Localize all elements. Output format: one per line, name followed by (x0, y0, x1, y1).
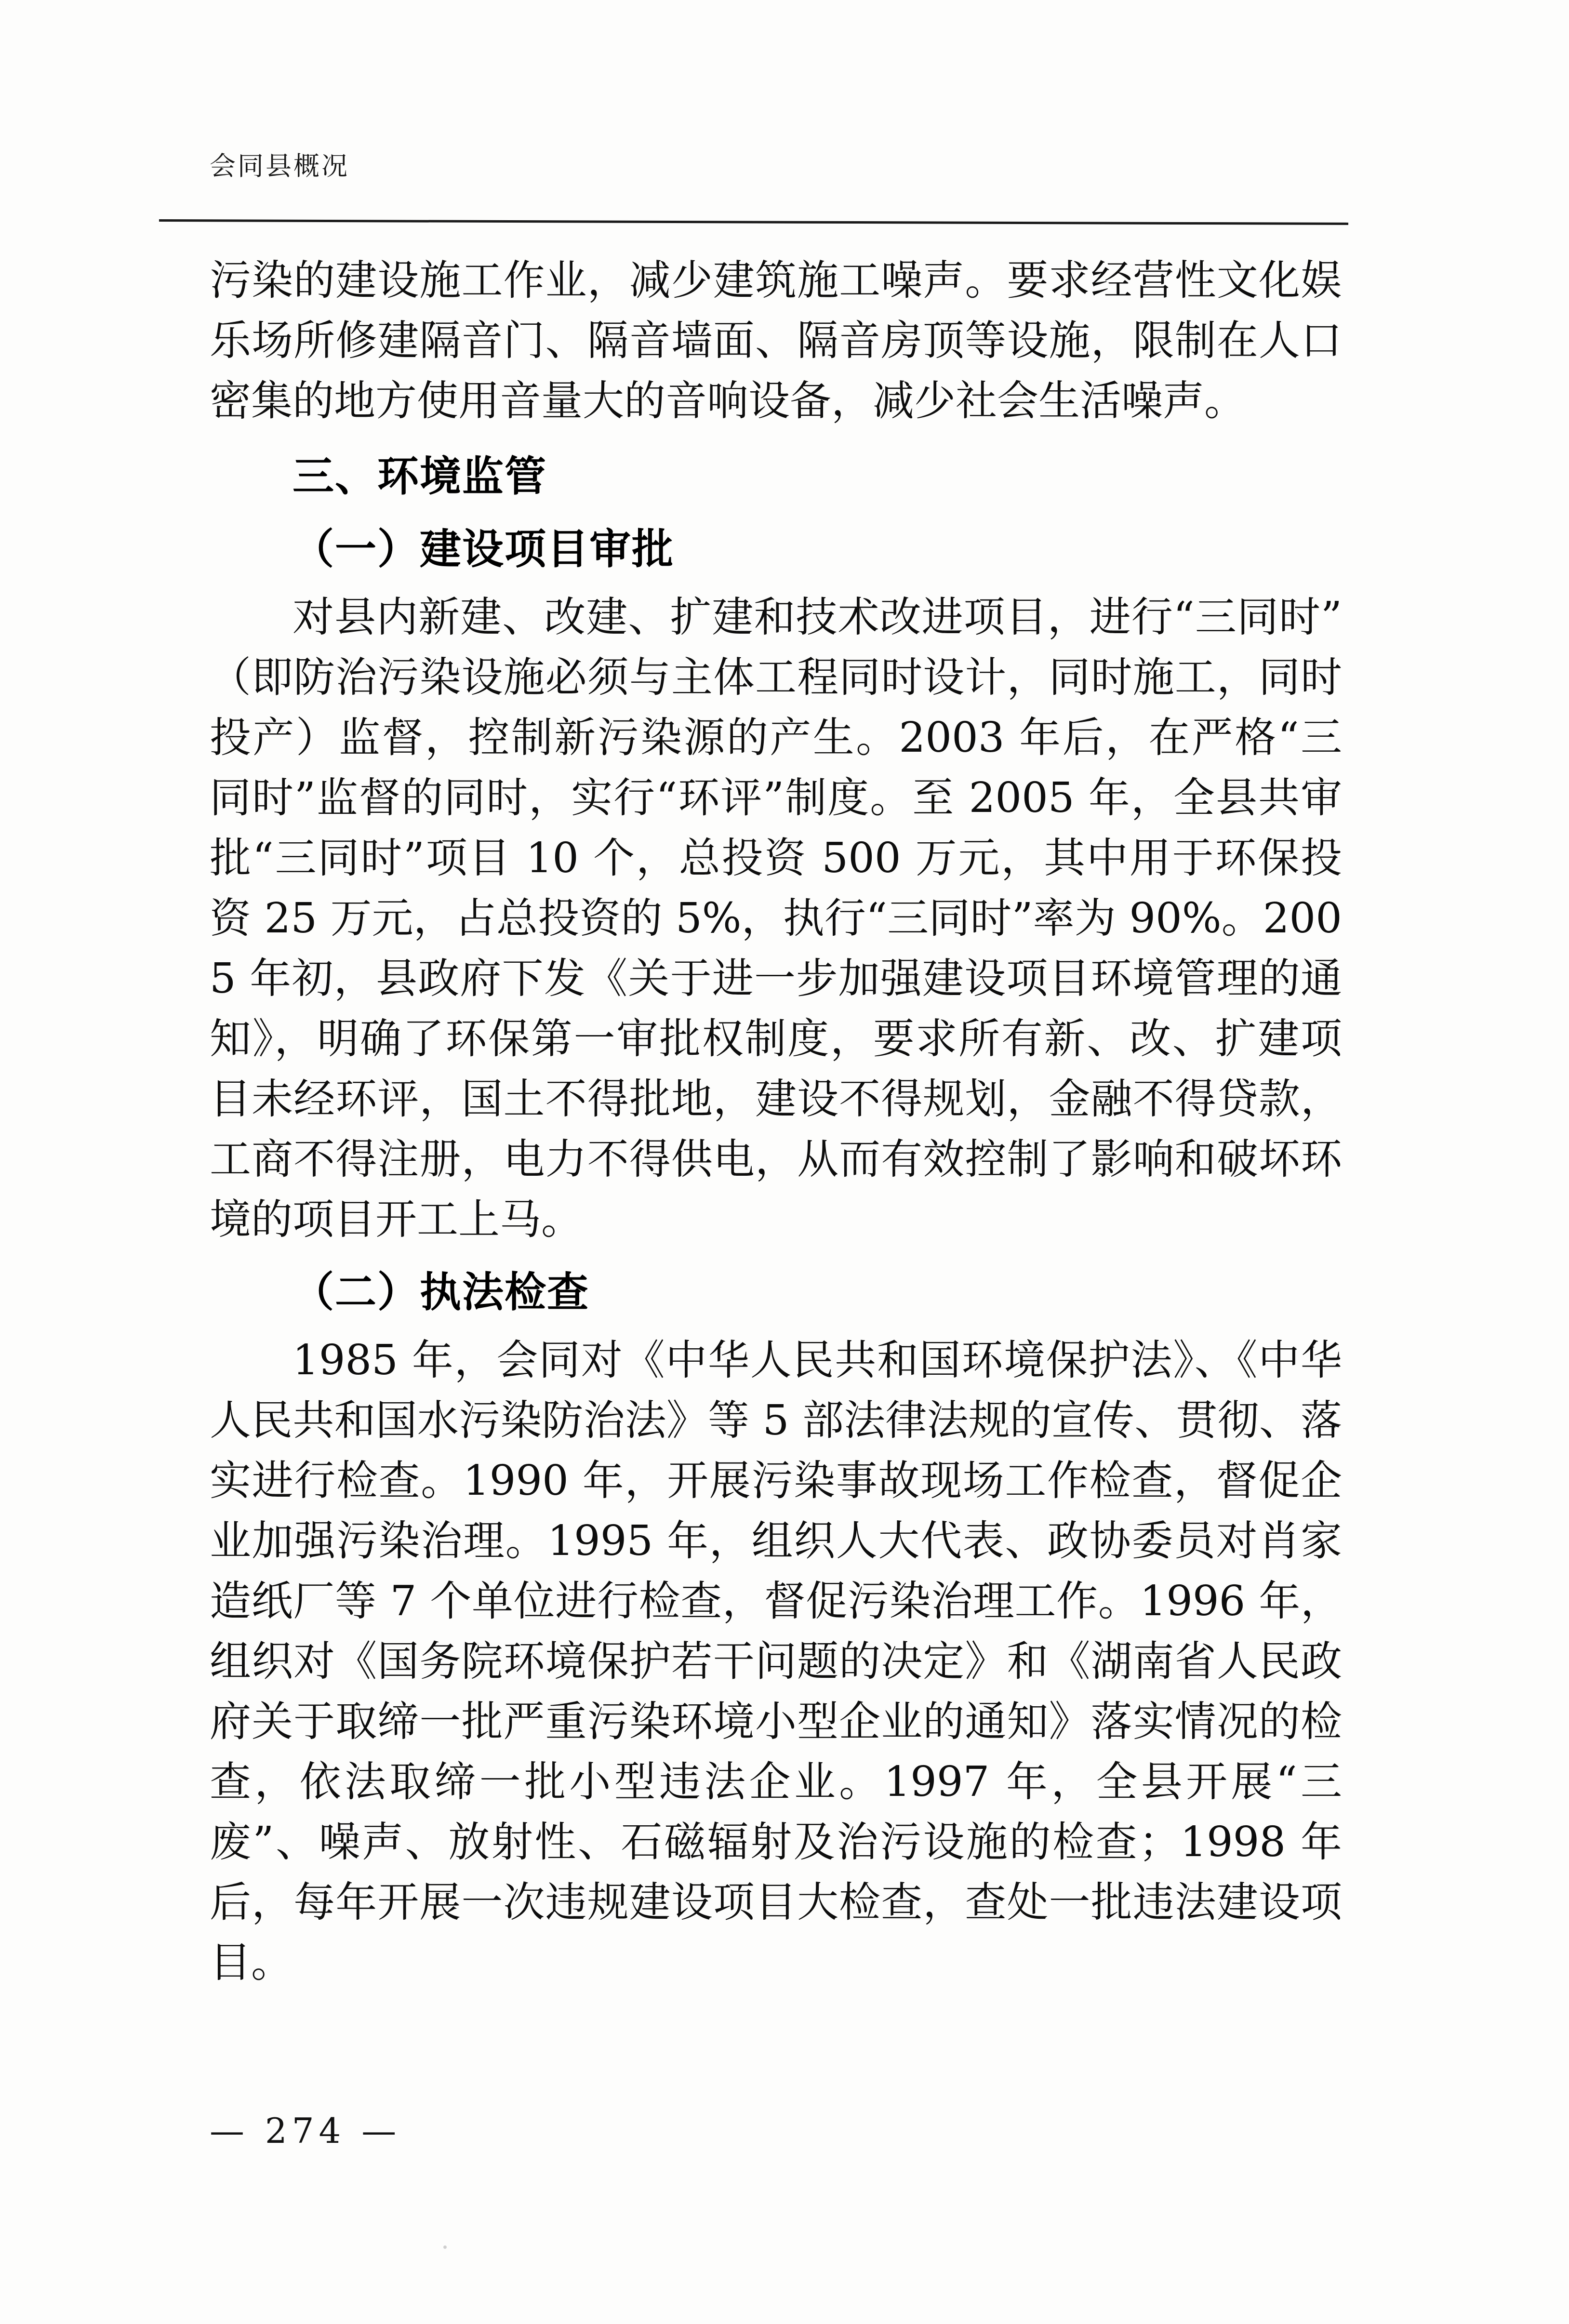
paragraph-law-enforcement-inspection: 1985 年，会同对《中华人民共和国环境保护法》、《中华人民共和国水污染防治法》等 5 部法律法规的宣传、贯彻、落实进行检查。1990 年，开展污染事故现场工作检查，督促企业加强污染治理。1995 年，组织人大代表、政协委员对肖家造纸厂等 7 个单位进行检查，督促污染治理工作。1996 年，组织对《国务院环境保护若干问题的决定》和《湖南省人民政府关于取缔一批严重污染环境小型企业的通知》落实情况的检查，依法取缔一批小型违法企业。1997 年，全县开展“三废”、噪声、放射性、石磁辐射及治污设施的检查；1998 年后，每年开展一次违规建设项目大检查，查处一批违法建设项目。 (210, 1336, 1342, 1987)
paragraph-noise-control: 污染的建设施工作业，减少建筑施工噪声。要求经营性文化娱乐场所修建隔音门、隔音墙面、隔音房顶等设施，限制在人口密集的地方使用音量大的音响设备，减少社会生活噪声。 (210, 256, 1342, 425)
page-number-folio: — 274 — (210, 2111, 401, 2151)
header-rule-divider (159, 219, 1348, 225)
heading-environmental-supervision: 三、环境监管 (293, 452, 547, 501)
running-head: 会同县概况 (210, 151, 349, 181)
heading-project-approval: （一）建设项目审批 (293, 525, 674, 573)
scan-speckle (443, 2245, 447, 2249)
text-column (210, 251, 1342, 1999)
heading-law-enforcement-inspection: （二）执法检查 (293, 1268, 589, 1316)
paragraph-project-approval: 对县内新建、改建、扩建和技术改进项目，进行“三同时”（即防治污染设施必须与主体工程同时设计，同时施工，同时投产）监督，控制新污染源的产生。2003 年后，在严格“三同时”监督的同时，实行“环评”制度。至 2005 年，全县共审批“三同时”项目 10 个，总投资 500 万元，其中用于环保投资 25 万元，占总投资的 5%，执行“三同时”率为 90%。2005 年初，县政府下发《关于进一步加强建设项目环境管理的通知》，明确了环保第一审批权制度，要求所有新、改、扩建项目未经环评，国土不得批地，建设不得规划，金融不得贷款，工商不得注册，电力不得供电，从而有效控制了影响和破坏环境的项目开工上马。 (210, 593, 1342, 1244)
